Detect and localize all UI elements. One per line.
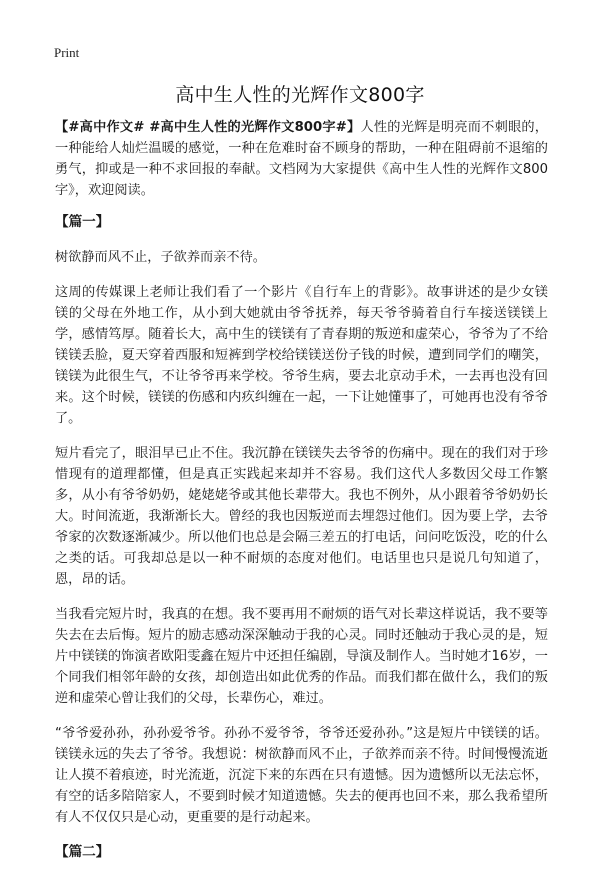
- paragraph-2: 这周的传媒课上老师让我们看了一个影片《自行车上的背影》。故事讲述的是少女镁镁的父母在外地工作，从小到大她就由爷爷抚养，每天爷爷骑着自行车接送镁镁上学，感情笃厚。随着长大，高中生的镁镁有了青春期的叛逆和虚荣心，爷爷为了不给镁镁丢脸，夏天穿着西服和短裤到学校给镁镁送份子钱的时候，遭到同学们的嘲笑，镁镁为此很生气，不让爷爷再来学校。爷爷生病，要去北京动手术，一去再也没有回来。这个时候，镁镁的伤感和内疚纠缠在一起，一下让她懂事了，可她再也没有爷爷了。: [55, 285, 548, 426]
- intro-tag: 【#高中作文# #高中生人性的光辉作文800字#】: [55, 120, 361, 135]
- paragraph-3: 短片看完了，眼泪早已止不住。我沉静在镁镁失去爷爷的伤痛中。现在的我们对于珍惜现有的道理都懂，但是真正实践起来却并不容易。我们这代人多数因父母工作繁多，从小有爷爷奶奶，姥姥姥爷或其他长辈带大。我也不例外，从小跟着爷爷奶奶长大。时间流逝，我渐渐长大。曾经的我也因叛逆而去埋怨过他们。因为要上学，去爷爷家的次数逐渐减少。所以他们也总是会隔三差五的打电话，问问吃饭没，吃的什么之类的话。可我却总是以一种不耐烦的态度对他们。电话里也只是说几句知道了，恩，昂的话。: [55, 446, 548, 587]
- paragraph-1: 树欲静而风不止，子欲养而亲不待。: [55, 250, 266, 265]
- article-body: [55, 117, 548, 877]
- section-heading-2: 【篇二】: [55, 844, 110, 860]
- section-heading-1: 【篇一】: [55, 214, 110, 230]
- article-title: 高中生人性的光辉作文800字: [175, 84, 425, 106]
- intro-text: 人性的光辉是明亮而不刺眼的，一种能给人灿烂温暖的感觉，一种在危难时奋不顾身的帮助，一种在阻碍前不退缩的勇气，抑或是一种不求回报的奉献。文档网为大家提供《高中生人性的光辉作文800字》，欢迎阅读。: [55, 120, 548, 198]
- paragraph-4: 当我看完短片时，我真的在想。我不要再用不耐烦的语气对长辈这样说话，我不要等失去在去后悔。短片的励志感动深深触动于我的心灵。同时还触动于我心灵的是，短片中镁镁的饰演者欧阳雯鑫在短片中还担任编剧，导演及制作人。当时她才16岁，一个同我们相邻年龄的女孩，却创造出如此优秀的作品。而我们都在做什么，我们的叛逆和虚荣心曾让我们的父母，长辈伤心，难过。: [55, 607, 548, 706]
- paragraph-5: “爷爷爱孙孙，孙孙爱爷爷。孙孙不爱爷爷，爷爷还爱孙孙。”这是短片中镁镁的话。镁镁永远的失去了爷爷。我想说：树欲静而风不止，子欲养而亲不待。时间慢慢流逝让人摸不着痕迹，时光流逝，沉淀下来的东西在只有遗憾。因为遗憾所以无法忘怀，有空的话多陪陪家人，不要到时候才知道遗憾。失去的便再也回不来，那么我希望所有人不仅仅只是心动，更重要的是行动起来。: [55, 726, 548, 825]
- article-intro: [55, 117, 548, 201]
- print-link[interactable]: Print: [54, 45, 80, 60]
